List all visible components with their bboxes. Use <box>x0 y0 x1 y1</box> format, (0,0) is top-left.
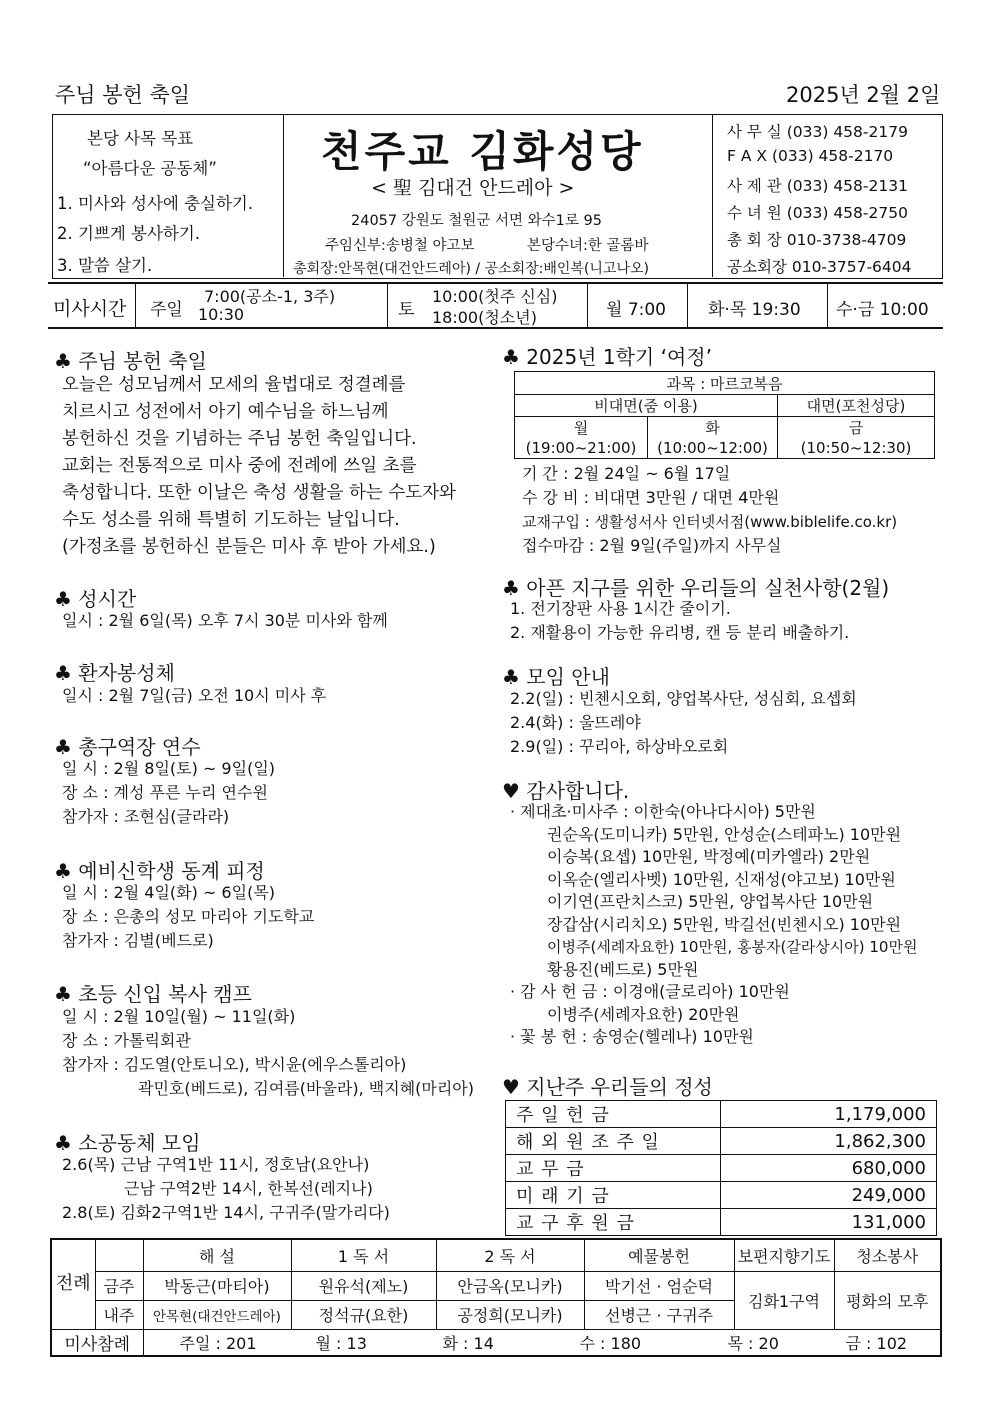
text-line: 봉헌하신 것을 기념하는 주님 봉헌 축일입니다. <box>62 429 417 449</box>
text-line: 2.6(목) 근남 구역1반 11시, 정호남(요안나) <box>62 1155 370 1174</box>
goal-title: 본당 사목 목표 <box>87 129 194 148</box>
second-reader: 공정희(모니카) <box>436 1300 584 1329</box>
saturday-mass: 10:00(첫주 신심) <box>432 287 558 306</box>
contact-number: (033) 458-2750 <box>786 204 908 222</box>
offering-amount: 680,000 <box>721 1155 937 1182</box>
offering-bearers: 박기선 · 엄순덕 <box>584 1271 734 1300</box>
attendance-row <box>143 1329 941 1356</box>
text-line: 이병주(세례자요한) 20만원 <box>547 1004 740 1024</box>
column-header: 1 독 서 <box>291 1239 436 1271</box>
text-line: 2.8(토) 김화2구역1반 14시, 구귀주(말가리다) <box>62 1203 390 1222</box>
info-label: 접수마감 <box>522 536 584 555</box>
column-header: 보편지향기도 <box>734 1239 834 1271</box>
contact-number: 010-3738-4709 <box>786 231 907 249</box>
cleaning-team: 평화의 모후 <box>834 1271 941 1329</box>
presentation-text <box>62 372 456 561</box>
council-presidents: 총회장:안목현(대건안드레아) / 공소회장:배인복(니고나오) <box>293 261 649 277</box>
section-title: ♥ 지난주 우리들의 정성 <box>502 1075 713 1099</box>
offering-bearers: 선병근 · 구귀주 <box>584 1300 734 1329</box>
contact-label: 총 회 장 <box>727 231 782 249</box>
attendance-count: 주일 : 201 <box>179 1333 257 1353</box>
course-name: 과목 : 마르코복음 <box>515 372 935 395</box>
text-line: · 제대초·미사주 : 이한숙(아나다시아) 5만원 <box>510 802 816 821</box>
text-line: (가정초를 봉헌하신 분들은 미사 후 받아 가세요.) <box>62 537 436 557</box>
text-line: 장갑삼(시리치오) 5만원, 박길선(빈첸시오) 10만원 <box>547 914 902 934</box>
leaders-info <box>62 757 275 829</box>
contact-label: 사 무 실 <box>727 123 782 141</box>
text-line: 일 시 : 2월 4일(화) ~ 6일(목) <box>62 883 276 902</box>
info-label: 교재구입 <box>522 513 580 531</box>
contact-number: (033) 458-2170 <box>771 147 894 165</box>
parish-sister: 본당수녀:한 골롬바 <box>527 238 649 254</box>
second-reader: 안금옥(모니카) <box>436 1271 584 1300</box>
text-line: 수도 성소를 위해 특별히 기도하는 날입니다. <box>62 510 400 530</box>
offline-header: 대면(포천성당) <box>778 395 935 417</box>
text-line: 일 시 : 2월 10일(월) ~ 11일(화) <box>62 1007 296 1026</box>
church-address: 24057 강원도 철원군 서면 와수1로 95 <box>351 213 602 229</box>
sunday-mass: 10:30 <box>198 305 245 324</box>
goal-item: 3. 말씀 살기. <box>57 256 153 275</box>
contact-label: F A X <box>727 147 767 165</box>
text-line: 치르시고 성전에서 아기 예수님을 하느님께 <box>62 402 389 422</box>
contact-label: 공소회장 <box>727 258 787 276</box>
first-reader: 원유석(제노) <box>291 1271 436 1300</box>
universal-prayer: 김화1구역 <box>734 1271 834 1329</box>
offering-amount: 131,000 <box>721 1209 937 1236</box>
column-header: 해 설 <box>143 1239 291 1271</box>
patron-saint: < 聖 김대건 안드레아 > <box>371 177 575 199</box>
attendance-count: 월 : 13 <box>315 1333 367 1353</box>
info-label: 기 간 <box>522 464 558 483</box>
sunday-mass: 7:00(공소-1, 3주) <box>204 287 336 306</box>
text-line: 장 소 : 가톨릭회관 <box>62 1031 191 1050</box>
week-label: 내주 <box>95 1300 143 1329</box>
offering-label: 해 외 원 조 주 일 <box>506 1128 721 1155</box>
text-line: 축성합니다. 또한 이날은 축성 생활을 하는 수도자와 <box>62 483 456 503</box>
bible-info <box>522 462 897 558</box>
text-line: 교회는 전통적으로 미사 중에 전례에 쓰일 초를 <box>62 456 417 476</box>
mass-label: 미사시간 <box>53 298 127 320</box>
earth-actions <box>510 597 849 645</box>
goal-item: 2. 기쁘게 봉사하기. <box>57 224 201 243</box>
info-label: 수 강 비 <box>522 488 579 507</box>
offerings-table <box>505 1100 937 1236</box>
text-line: 2.2(일) : 빈첸시오회, 양업복사단, 성심회, 요셉회 <box>510 689 857 708</box>
monday-mass: 월 7:00 <box>606 300 667 320</box>
liturgy-table <box>50 1238 942 1357</box>
class-day: 월 <box>515 417 648 439</box>
section-title: ♥ 감사합니다. <box>502 779 630 803</box>
tue-thu-mass: 화·목 19:30 <box>708 300 801 320</box>
class-time: (19:00~21:00) <box>515 438 648 458</box>
offering-label: 교 구 후 원 금 <box>506 1209 721 1236</box>
feast-title: 주님 봉헌 축일 <box>55 83 191 107</box>
meetings-list <box>510 687 857 759</box>
info-value: : 비대면 3만원 / 대면 4만원 <box>583 488 780 507</box>
class-day: 금 <box>778 417 935 439</box>
attendance-count: 화 : 14 <box>442 1333 494 1353</box>
offering-label: 미 래 기 금 <box>506 1182 721 1209</box>
pastor: 주임신부:송병철 야고보 <box>325 238 475 254</box>
attendance-count: 수 : 180 <box>579 1333 642 1353</box>
info-value: : 2월 24일 ~ 6월 17일 <box>563 464 731 483</box>
offering-amount: 249,000 <box>721 1182 937 1209</box>
bible-schedule-table <box>514 371 935 459</box>
header-box <box>52 114 943 279</box>
saturday-label: 토 <box>398 300 415 320</box>
saturday-mass: 18:00(청소년) <box>432 308 537 327</box>
first-reader: 정석규(요한) <box>291 1300 436 1329</box>
week-label: 금주 <box>95 1271 143 1300</box>
text-line: 참가자 : 조현심(글라라) <box>62 807 230 826</box>
section-title: ♣ 환자봉성체 <box>54 661 175 685</box>
attendance-label: 미사참례 <box>51 1329 143 1356</box>
offering-amount: 1,179,000 <box>721 1101 937 1128</box>
column-header: 예물봉헌 <box>584 1239 734 1271</box>
text-line: 오늘은 성모님께서 모세의 율법대로 정결례를 <box>62 375 406 395</box>
text-line: 1. 전기장판 사용 1시간 줄이기. <box>510 599 731 618</box>
text-line: 참가자 : 김별(베드로) <box>62 931 214 950</box>
offering-label: 주 일 헌 금 <box>506 1101 721 1128</box>
sunday-label: 주일 <box>150 300 183 320</box>
text-line: 근남 구역2반 14시, 한복선(레지나) <box>124 1179 373 1198</box>
contact-number: (033) 458-2131 <box>786 177 908 195</box>
text-line: 장 소 : 은총의 성모 마리아 기도학교 <box>62 907 315 926</box>
contact-number: 010-3757-6404 <box>791 258 912 276</box>
pastoral-goals <box>53 115 284 277</box>
sick-communion-info: 일시 : 2월 7일(금) 오전 10시 미사 후 <box>62 686 327 705</box>
text-line: · 감 사 헌 금 : 이경애(글로리아) 10만원 <box>510 982 790 1001</box>
text-line: 황용진(베드로) 5만원 <box>547 959 699 979</box>
small-community-info <box>62 1153 390 1225</box>
contact-list <box>712 115 942 277</box>
seminary-info <box>62 881 314 953</box>
offering-label: 교 무 금 <box>506 1155 721 1182</box>
class-time: (10:00~12:00) <box>648 438 778 458</box>
text-line: 참가자 : 김도열(안토니오), 박시윤(에우스톨리아) <box>62 1055 407 1074</box>
goal-motto: “아름다운 공동체” <box>83 159 217 178</box>
commentator: 안목현(대건안드레아) <box>143 1300 291 1329</box>
offering-amount: 1,862,300 <box>721 1128 937 1155</box>
section-title: ♣ 초등 신입 복사 캠프 <box>54 982 252 1006</box>
section-title: ♣ 성시간 <box>54 587 137 611</box>
text-line: 2.4(화) : 울뜨레야 <box>510 713 641 732</box>
bulletin-date: 2025년 2월 2일 <box>786 83 941 107</box>
text-line: 권순옥(도미니카) 5만원, 안성순(스테파노) 10만원 <box>547 824 902 844</box>
text-line: 장 소 : 계성 푸른 누리 연수원 <box>62 783 268 802</box>
class-day: 화 <box>648 417 778 439</box>
section-title: ♣ 아픈 지구를 위한 우리들의 실천사항(2월) <box>502 576 890 600</box>
holy-hour-info: 일시 : 2월 6일(목) 오후 7시 30분 미사와 함께 <box>62 611 388 630</box>
altar-camp-info <box>62 1005 474 1101</box>
column-header: 2 독 서 <box>436 1239 584 1271</box>
church-name: 천주교 김화성당 <box>321 127 644 176</box>
goal-item: 1. 미사와 성사에 충실하기. <box>57 194 254 213</box>
section-title: ♣ 예비신학생 동계 피정 <box>54 859 265 883</box>
section-title: ♣ 소공동체 모임 <box>54 1131 201 1155</box>
text-line: 이병주(세례자요한) 10만원, 홍봉자(갈라상시아) 10만원 <box>547 938 918 956</box>
online-header: 비대면(줌 이용) <box>515 395 778 417</box>
column-header: 청소봉사 <box>834 1239 941 1271</box>
text-line: 2. 재활용이 가능한 유리병, 캔 등 분리 배출하기. <box>510 623 850 642</box>
text-line: · 꽃 봉 헌 : 송영순(헬레나) 10만원 <box>510 1027 754 1046</box>
text-line: 이기연(프란치스코) 5만원, 양업복사단 10만원 <box>547 892 874 911</box>
text-line: 이옥순(엘리사벳) 10만원, 신재성(야고보) 10만원 <box>547 869 896 889</box>
contact-label: 수 녀 원 <box>727 204 782 222</box>
contact-label: 사 제 관 <box>727 177 782 195</box>
section-title: ♣ 주님 봉헌 축일 <box>54 349 207 373</box>
section-title: ♣ 2025년 1학기 ‘여정’ <box>502 345 712 369</box>
attendance-count: 금 : 102 <box>845 1333 908 1353</box>
text-line: 이승복(요셉) 10만원, 박정예(미카엘라) 2만원 <box>547 847 871 866</box>
info-value: : 생활성서사 인터넷서점(www.biblelife.co.kr) <box>584 513 898 531</box>
contact-number: (033) 458-2179 <box>786 123 908 141</box>
text-line: 2.9(일) : 꾸리아, 하상바오로회 <box>510 737 729 756</box>
text-line: 곽민호(베드로), 김여름(바울라), 백지혜(마리아) <box>138 1079 475 1098</box>
wed-fri-mass: 수·금 10:00 <box>836 300 929 320</box>
liturgy-label: 전례 <box>51 1239 95 1329</box>
class-time: (10:50~12:30) <box>778 438 935 458</box>
section-title: ♣ 총구역장 연수 <box>54 735 201 759</box>
mass-times-row <box>48 282 943 329</box>
text-line: 일 시 : 2월 8일(토) ~ 9일(일) <box>62 759 276 778</box>
section-title: ♣ 모임 안내 <box>502 665 610 689</box>
thanks-list <box>510 801 917 1049</box>
commentator: 박동근(마티아) <box>143 1271 291 1300</box>
info-value: : 2월 9일(주일)까지 사무실 <box>588 536 782 555</box>
attendance-count: 목 : 20 <box>727 1333 779 1353</box>
